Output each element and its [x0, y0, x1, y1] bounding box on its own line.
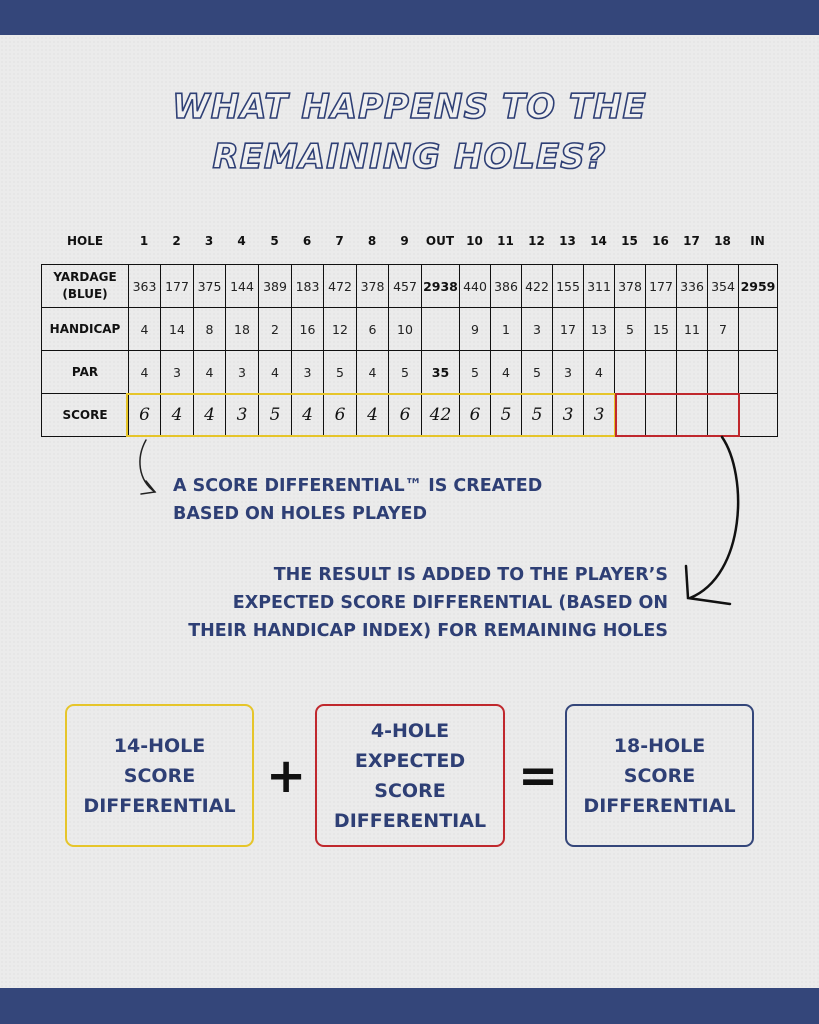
yardage-cell: 440 — [460, 265, 491, 308]
yardage-cell: 177 — [161, 265, 194, 308]
box-2-line: DIFFERENTIAL — [333, 809, 487, 832]
handicap-cell: 13 — [584, 308, 615, 351]
score-cell: 5 — [259, 394, 292, 437]
score-cell: 3 — [584, 394, 615, 437]
equals-sign: = — [518, 748, 559, 804]
handicap-cell: 10 — [389, 308, 422, 351]
yardage-cell: 389 — [259, 265, 292, 308]
hole-header-cell: 3 — [204, 234, 214, 248]
hole-header-cell: 8 — [367, 234, 377, 248]
hole-header-cell: 1 — [139, 234, 149, 248]
par-cell: 3 — [161, 351, 194, 394]
hole-header-label: HOLE — [66, 234, 104, 248]
score-cell: 3 — [553, 394, 584, 437]
yardage-cell: 378 — [357, 265, 389, 308]
handicap-cell: 18 — [226, 308, 259, 351]
score-cell: 4 — [357, 394, 389, 437]
par-cell: 4 — [129, 351, 161, 394]
yardage-cell: 378 — [615, 265, 646, 308]
par-cell: 3 — [553, 351, 584, 394]
handicap-cell: 6 — [357, 308, 389, 351]
yardage-label: YARDAGE (BLUE) — [42, 265, 129, 308]
handicap-cell: 7 — [708, 308, 739, 351]
handicap-cell: 4 — [129, 308, 161, 351]
yardage-cell: 144 — [226, 265, 259, 308]
par-cell: 3 — [226, 351, 259, 394]
score-cell: 5 — [522, 394, 553, 437]
arrow-to-note-1 — [140, 440, 155, 494]
par-cell: 4 — [194, 351, 226, 394]
yardage-cell: 386 — [491, 265, 522, 308]
handicap-cell: 16 — [292, 308, 324, 351]
yardage-cell: 177 — [646, 265, 677, 308]
bottom-band — [0, 988, 819, 1024]
par-cell: 5 — [389, 351, 422, 394]
note-expected-differential — [120, 561, 668, 645]
par-cell: 4 — [491, 351, 522, 394]
note-2-line-2: EXPECTED SCORE DIFFERENTIAL (BASED ON — [232, 593, 668, 613]
yardage-in-total: 2959 — [739, 265, 778, 308]
score-cell: 6 — [129, 394, 161, 437]
par-cell: 5 — [324, 351, 357, 394]
handicap-cell: 8 — [194, 308, 226, 351]
plus-sign: + — [266, 748, 307, 804]
yardage-cell: 472 — [324, 265, 357, 308]
score-cell: 4 — [194, 394, 226, 437]
note-2-line-3: THEIR HANDICAP INDEX) FOR REMAINING HOLES — [188, 621, 668, 641]
hole-header-cell: 12 — [528, 234, 545, 248]
box-2-line: EXPECTED — [354, 749, 466, 772]
par-label: PAR — [42, 351, 129, 394]
par-cell: 4 — [259, 351, 292, 394]
arrow-to-note-2 — [686, 437, 738, 604]
yardage-cell: 183 — [292, 265, 324, 308]
yardage-cell: 354 — [708, 265, 739, 308]
handicap-cell: 3 — [522, 308, 553, 351]
score-out-total: 42 — [422, 394, 460, 437]
hole-header-cell: 17 — [683, 234, 700, 248]
score-cell: 5 — [491, 394, 522, 437]
box-3-line: DIFFERENTIAL — [583, 794, 736, 817]
hole-header-cell: 14 — [590, 234, 607, 248]
handicap-cell: 9 — [460, 308, 491, 351]
handicap-cell: 14 — [161, 308, 194, 351]
hole-header-cell: 18 — [714, 234, 731, 248]
handicap-cell: 15 — [646, 308, 677, 351]
score-cell: 4 — [292, 394, 324, 437]
hole-header-cell: 11 — [497, 234, 514, 248]
yardage-cell: 457 — [389, 265, 422, 308]
handicap-label: HANDICAP — [42, 308, 129, 351]
hole-header-cell: 6 — [302, 234, 312, 248]
title-line-2: REMAINING HOLES? — [212, 137, 607, 177]
hole-header-cell: 10 — [466, 234, 483, 248]
yardage-cell: 155 — [553, 265, 584, 308]
box-1-line: DIFFERENTIAL — [83, 794, 236, 817]
box-1-line: SCORE — [123, 764, 196, 787]
box-18-hole-differential — [565, 704, 754, 847]
score-cell: 3 — [226, 394, 259, 437]
score-label: SCORE — [42, 394, 129, 437]
hole-header-cell: IN — [750, 234, 765, 248]
score-cell: 6 — [389, 394, 422, 437]
par-out-total: 35 — [422, 351, 460, 394]
box-2-line: SCORE — [374, 779, 446, 802]
par-cell: 3 — [292, 351, 324, 394]
handicap-cell: 12 — [324, 308, 357, 351]
hole-header-cell: OUT — [425, 234, 455, 248]
note-score-differential — [173, 472, 542, 528]
note-1-line-2: BASED ON HOLES PLAYED — [173, 504, 427, 524]
box-1-line: 14-HOLE — [113, 734, 206, 757]
hole-header-cell: 5 — [270, 234, 279, 248]
yardage-cell: 363 — [129, 265, 161, 308]
handicap-cell: 5 — [615, 308, 646, 351]
par-cell: 4 — [584, 351, 615, 394]
score-cell: 6 — [460, 394, 491, 437]
par-cell: 5 — [460, 351, 491, 394]
box-3-line: 18-HOLE — [613, 734, 706, 757]
box-4-hole-expected-differential — [315, 704, 505, 847]
par-cell: 5 — [522, 351, 553, 394]
title-line-1: WHAT HAPPENS TO THE — [172, 87, 647, 127]
handicap-cell: 11 — [677, 308, 708, 351]
note-2-line-1: THE RESULT IS ADDED TO THE PLAYER’S — [273, 565, 668, 585]
par-cell: 4 — [357, 351, 389, 394]
hole-header-cell: 13 — [559, 234, 576, 248]
handicap-cell: 17 — [553, 308, 584, 351]
hole-header-cell: 2 — [172, 234, 181, 248]
score-cell: 6 — [324, 394, 357, 437]
hole-header-cell: 16 — [652, 234, 669, 248]
score-cell: 4 — [161, 394, 194, 437]
yardage-cell: 375 — [194, 265, 226, 308]
box-14-hole-differential — [65, 704, 254, 847]
hole-header-cell: 7 — [335, 234, 344, 248]
yardage-cell: 422 — [522, 265, 553, 308]
handicap-cell: 2 — [259, 308, 292, 351]
note-1-line-1: A SCORE DIFFERENTIAL™ IS CREATED — [173, 476, 543, 496]
handicap-cell: 1 — [491, 308, 522, 351]
hole-header-cell: 9 — [400, 234, 409, 248]
yardage-cell: 336 — [677, 265, 708, 308]
yardage-cell: 311 — [584, 265, 615, 308]
hole-header-cell: 4 — [237, 234, 246, 248]
hole-header-cell: 15 — [621, 234, 638, 248]
yardage-out-total: 2938 — [422, 265, 460, 308]
box-3-line: SCORE — [623, 764, 696, 787]
box-2-line: 4-HOLE — [370, 719, 450, 742]
